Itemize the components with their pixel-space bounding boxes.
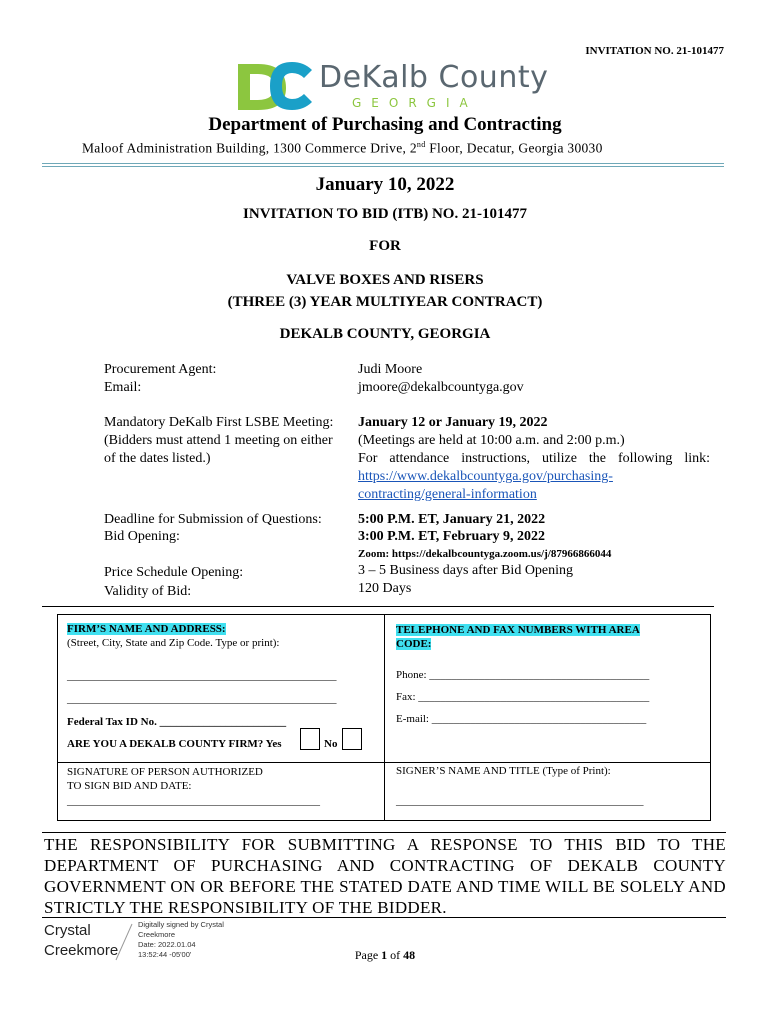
firm-address-line[interactable]: _________________________________________________: [67, 693, 337, 705]
header-rule: [42, 166, 724, 167]
bid-subtitle: (THREE (3) YEAR MULTIYEAR CONTRACT): [227, 294, 543, 310]
email-value[interactable]: jmoore@dekalbcountyga.gov: [358, 380, 524, 395]
logo-subtitle: GEORGIA: [352, 96, 478, 110]
email-label: Email:: [104, 380, 142, 395]
signer-line[interactable]: _____________________________________________: [396, 795, 644, 807]
tax-id-field[interactable]: Federal Tax ID No. _______________________: [67, 716, 287, 728]
signer-label: SIGNER’S NAME AND TITLE (Type of Print):: [396, 765, 611, 777]
opening-label: Bid Opening:: [104, 529, 180, 544]
zoom-link[interactable]: Zoom: https://dekalbcountyga.zoom.us/j/87966866044: [358, 548, 612, 560]
agent-label: Procurement Agent:: [104, 362, 217, 377]
email-field[interactable]: E-mail: _______________________________________: [396, 713, 647, 725]
yes-checkbox[interactable]: [300, 728, 320, 750]
logo-name: DeKalb County: [319, 60, 549, 95]
meeting-dates: January 12 or January 19, 2022: [358, 415, 548, 430]
opening-time: 3:00 P.M. ET, February 9, 2022: [358, 529, 546, 544]
meeting-label: (Bidders must attend 1 meeting on either: [104, 433, 333, 448]
questions-label: Deadline for Submission of Questions:: [104, 512, 322, 527]
price-opening-label: Price Schedule Opening:: [104, 565, 244, 580]
questions-deadline: 5:00 P.M. ET, January 21, 2022: [358, 512, 546, 527]
meeting-label: Mandatory DeKalb First LSBE Meeting:: [104, 415, 334, 430]
bid-title: VALVE BOXES AND RISERS: [286, 272, 484, 288]
county-name: DEKALB COUNTY, GEORGIA: [279, 326, 491, 342]
department-title: Department of Purchasing and Contracting: [208, 114, 562, 135]
separator: [42, 832, 726, 833]
document-date: January 10, 2022: [315, 174, 455, 195]
dekalb-firm-question: ARE YOU A DEKALB COUNTY FIRM? Yes: [67, 738, 282, 750]
meeting-times: (Meetings are held at 10:00 a.m. and 2:00 p.m.): [358, 433, 625, 448]
invitation-number: INVITATION NO. 21-101477: [585, 45, 724, 57]
phone-field[interactable]: Phone: ________________________________________: [396, 669, 650, 681]
meeting-label: of the dates listed.): [104, 451, 211, 466]
no-checkbox[interactable]: [342, 728, 362, 750]
digital-signature-details: Digitally signed by Crystal Creekmore Date: 2022.01.04 13:52:44 -05'00': [138, 920, 224, 959]
firm-name-heading: FIRM’S NAME AND ADDRESS:: [67, 623, 226, 635]
phone-heading: TELEPHONE AND FAX NUMBERS WITH AREA CODE:: [396, 624, 640, 650]
page-number: Page 1 of 48: [354, 948, 416, 962]
validity-label: Validity of Bid:: [104, 584, 192, 599]
digital-signature-name: Crystal Creekmore: [44, 922, 119, 959]
for-label: FOR: [369, 238, 401, 254]
meeting-link[interactable]: contracting/general-information: [358, 487, 537, 502]
price-opening-value: 3 – 5 Business days after Bid Opening: [358, 563, 574, 578]
dekalb-logo-icon: [236, 60, 316, 112]
meeting-instructions: For attendance instructions, utilize the following link:: [358, 451, 710, 466]
responsibility-statement: THE RESPONSIBILITY FOR SUBMITTING A RESPONSE TO THIS BID TO THE DEPARTMENT OF PURCHASING AND CONTRACTING OF DEKALB COUNTY GOVERNMENT ON OR BEFORE THE STATED DATE AND TIME WILL BE SOLELY AND STRICTLY THE RESPONSIBILITY OF THE BIDDER.: [44, 835, 726, 917]
form-divider: [57, 762, 711, 763]
firm-address-line[interactable]: _________________________________________________: [67, 670, 337, 682]
form-divider: [384, 614, 385, 821]
no-label: No: [324, 738, 338, 750]
validity-value: 120 Days: [358, 581, 412, 596]
signature-label: SIGNATURE OF PERSON AUTHORIZED TO SIGN BID AND DATE:: [67, 766, 263, 792]
department-address: Maloof Administration Building, 1300 Commerce Drive, 2nd Floor, Decatur, Georgia 30030: [82, 140, 603, 156]
separator: [42, 606, 714, 607]
separator: [42, 917, 726, 918]
signature-line[interactable]: ______________________________________________: [67, 795, 320, 807]
firm-name-hint: (Street, City, State and Zip Code. Type or print):: [67, 637, 280, 649]
agent-value: Judi Moore: [358, 362, 423, 377]
header-rule: [42, 163, 724, 164]
fax-field[interactable]: Fax: __________________________________________: [396, 691, 650, 703]
itb-number: INVITATION TO BID (ITB) NO. 21-101477: [243, 206, 527, 222]
meeting-link[interactable]: https://www.dekalbcountyga.gov/purchasing-: [358, 469, 613, 484]
